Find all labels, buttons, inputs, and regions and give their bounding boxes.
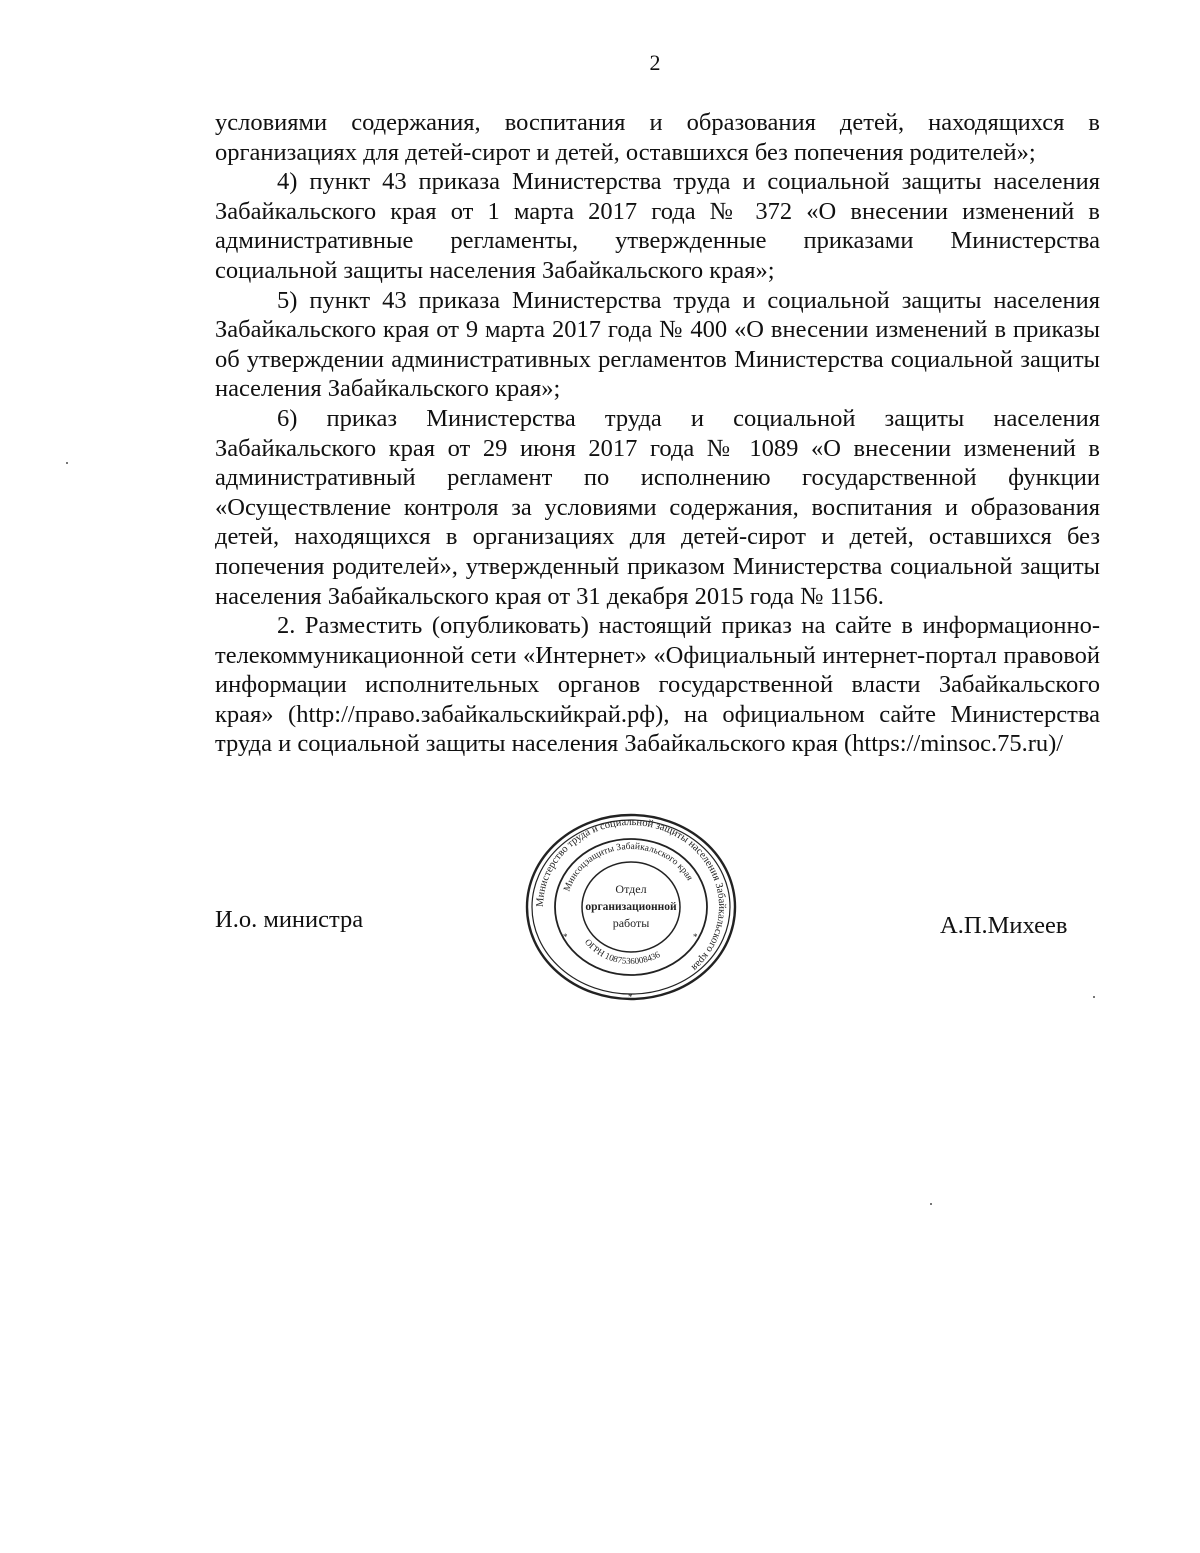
- signature-title: И.о. министра: [215, 906, 364, 933]
- stamp-center-line-1: Отдел: [615, 882, 647, 896]
- signatory-name: А.П.Михеев: [940, 912, 1068, 939]
- stamp-center-line-3: работы: [612, 916, 650, 930]
- paragraph-item-4: 4) пункт 43 приказа Министерства труда и социальной защиты населения Забайкальского края от 1 марта 2017 года № 372 «О внесении изменений в административные регламенты, утвержденные приказами Министерства социальной защиты населения Забайкальского края»;: [215, 168, 1100, 284]
- scan-speck: [930, 1203, 932, 1205]
- stamp-inner-text: Минсоцзащиты Забайкальского края: [562, 841, 695, 893]
- stamp-star-right: *: [693, 932, 698, 942]
- stamp-bottom-text: ОГРН 1087536008436: [582, 936, 662, 966]
- paragraph-continuation: условиями содержания, воспитания и образования детей, находящихся в организациях для детей-сирот и детей, оставшихся без попечения родителей»;: [215, 109, 1100, 166]
- paragraph-item-6: 6) приказ Министерства труда и социальной защиты населения Забайкальского края от 29 июня 2017 года № 1089 «О внесении изменений в административный регламент по исполнению государственной функции «Осуществление контроля за условиями содержания, воспитания и образования детей, находящихся в организациях для детей-сирот и детей, оставшихся без попечения родителей», утвержденный приказом Министерства социальной защиты населения Забайкальского края от 31 декабря 2015 года № 1156.: [215, 404, 1100, 610]
- stamp-star-bottom: *: [628, 992, 633, 1002]
- document-body: [215, 108, 1100, 759]
- paragraph-point-2: 2. Разместить (опубликовать) настоящий приказ на сайте в информационно-телекоммуникационной сети «Интернет» «Официальный интернет-портал правовой информации исполнительных органов государственной власти Забайкальского края» (http://право.забайкальскийкрай.рф), на официальном сайте Министерства труда и социальной защиты населения Забайкальского края (https://minsoc.75.ru)/: [215, 612, 1100, 758]
- scan-speck: [1093, 996, 1095, 998]
- stamp-graphic: [523, 812, 739, 1002]
- paragraph-item-5: 5) пункт 43 приказа Министерства труда и социальной защиты населения Забайкальского края от 9 марта 2017 года № 400 «О внесении изменений в приказы об утверждении административных регламентов Министерства социальной защиты населения Забайкальского края»;: [215, 286, 1100, 403]
- official-stamp: [523, 812, 739, 1002]
- stamp-center-line-2: организационной: [585, 901, 677, 913]
- stamp-star-left: *: [563, 932, 568, 942]
- page-number: 2: [649, 50, 661, 75]
- stamp-outer-text: Министерство труда и социальной защиты населения Забайкальского края: [534, 816, 728, 973]
- scan-speck: [66, 462, 68, 464]
